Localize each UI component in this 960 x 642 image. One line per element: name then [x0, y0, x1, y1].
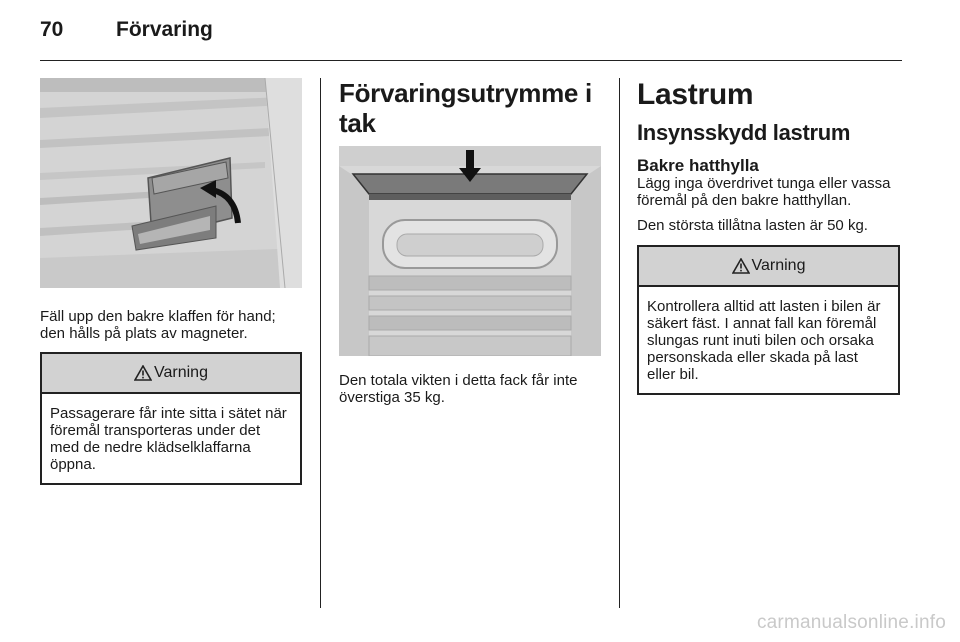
column-1 — [40, 78, 302, 485]
column-divider-1 — [320, 78, 321, 608]
rear-flap-illustration — [40, 78, 302, 288]
column-3 — [637, 78, 900, 395]
roof-storage-illustration — [339, 146, 601, 356]
roof-storage-heading: Förvaringsutrymme i tak — [339, 78, 592, 138]
cargo-heading: Lastrum — [637, 78, 754, 111]
page-header — [40, 18, 213, 42]
header-divider — [40, 60, 902, 61]
warning-box — [40, 352, 302, 485]
max-load-text: Den största tillåtna lasten är 50 kg. — [637, 217, 868, 234]
watermark: carmanualsonline.info — [756, 612, 946, 633]
warning-title: Varning — [751, 257, 806, 274]
section-title: Förvaring — [116, 18, 213, 41]
rear-flap-image — [40, 78, 302, 288]
warning-triangle-icon — [134, 365, 152, 381]
rear-flap-caption: Fäll upp den bakre klaffen för hand; den hålls på plats av magneter. — [40, 308, 276, 342]
column-divider-2 — [619, 78, 620, 608]
warning-title: Varning — [154, 364, 208, 381]
rear-shelf-heading: Bakre hatthylla — [637, 156, 759, 175]
warning-header — [42, 354, 300, 394]
warning-text: Kontrollera alltid att lasten i bilen är säkert fäst. I annat fall kan föremål slungas runt inuti bilen och orsaka personskada eller skada på last eller bil. — [647, 298, 881, 383]
cargo-cover-heading: Insynsskydd lastrum — [637, 120, 851, 145]
warning-header — [639, 247, 898, 287]
warning-triangle-icon — [732, 258, 750, 274]
roof-storage-caption: Den totala vikten i detta fack får inte överstiga 35 kg. — [339, 372, 578, 406]
warning-text: Passagerare får inte sitta i sätet när föremål transporteras under det med de nedre klädselklaffarna öppna. — [50, 405, 287, 473]
rear-shelf-text: Lägg inga överdrivet tunga eller vassa föremål på den bakre hatthyllan. — [637, 175, 891, 209]
column-2 — [339, 78, 601, 406]
roof-storage-image — [339, 146, 601, 356]
warning-box — [637, 245, 900, 395]
page-number: 70 — [40, 18, 64, 41]
